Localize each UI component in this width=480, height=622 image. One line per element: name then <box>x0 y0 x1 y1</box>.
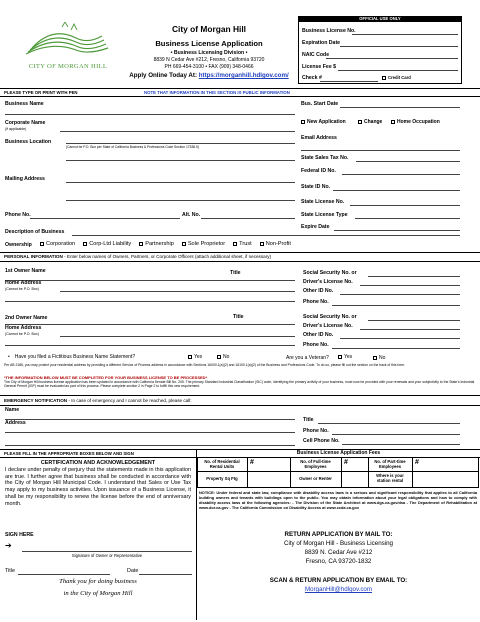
emergency-heading <box>4 398 192 403</box>
home-occupation-label: Home Occupation <box>397 119 440 125</box>
state-id-field[interactable] <box>333 190 460 191</box>
fictitious-no-label: No <box>223 354 230 360</box>
credit-card-checkbox[interactable] <box>382 76 386 80</box>
official-check: Check # <box>302 75 322 81</box>
ownership-option[interactable] <box>182 241 225 247</box>
division-address: 8839 N Cedar Ave #212, Fresno, California 93720 <box>153 57 265 63</box>
email-field[interactable] <box>301 150 460 151</box>
mailing-address-field[interactable] <box>66 182 295 183</box>
owner1-name-field[interactable] <box>5 280 295 281</box>
email-label: Email Address <box>301 135 337 141</box>
business-name-label: Business Name <box>5 101 44 107</box>
emergency-address-label: Address <box>5 420 26 426</box>
sales-tax-field[interactable] <box>356 161 460 162</box>
corporate-name-label: Corporate Name <box>5 120 46 126</box>
public-info-note: NOTE THAT INFORMATION IN THIS SECTION IS PUBLIC INFORMATION <box>144 90 290 95</box>
official-license-no: Business License No. <box>302 28 356 34</box>
division-phone: PH 669-454-3100 • FAX (909) 348-0466 <box>164 64 254 70</box>
ownership-option[interactable] <box>139 241 174 247</box>
state-license-field[interactable] <box>350 205 460 206</box>
description-field[interactable] <box>72 235 460 236</box>
alt-no-field[interactable] <box>201 218 295 219</box>
fictitious-label: Have you filed a Fictitious Business Name Statement? <box>14 354 136 360</box>
home-occupation-checkbox[interactable] <box>391 120 395 124</box>
sign-here-label: SIGN HERE <box>5 532 34 538</box>
return-email-link[interactable]: MorganHill@hdlgov.com <box>304 586 373 593</box>
fictitious-yes-option[interactable] <box>188 354 202 360</box>
station-rental-label: Where is your station rental <box>376 473 404 483</box>
emergency-title-label: Title <box>303 417 314 423</box>
return-mail-title: RETURN APPLICATION BY MAIL TO: <box>284 531 393 538</box>
emergency-cell-field[interactable] <box>342 444 460 445</box>
ownership-option-label: Sole Proprietor <box>187 241 226 247</box>
owner2-name-field[interactable] <box>5 324 295 325</box>
apply-url-link[interactable]: https://morganhill.hdlgov.com/ <box>198 72 289 79</box>
location-note: (Cannot be P.O. Box per State of California Business & Professions Code Section 17538.5) <box>66 145 199 149</box>
state-id-label: State ID No. <box>301 184 331 190</box>
emergency-phone-label: Phone No. <box>303 428 329 434</box>
business-name-field[interactable] <box>5 114 295 115</box>
phone-label: Phone No. <box>5 212 31 218</box>
start-date-label: Bus. Start Date <box>301 101 339 107</box>
residential-units-field[interactable]: # <box>250 459 254 466</box>
state-license-label: State License No. <box>301 199 345 205</box>
new-application-checkbox[interactable] <box>301 120 305 124</box>
certification-text: I declare under penalty of perjury that the statements made in this application are true. I further agree that business shall be conducted in accordance with the City of Morgan Hill Municipal Code. I understand that Sales or Use Tax may apply to my business activities. Upon issuance of a Business License, it shall be my responsibility to renew the license before the end of anniversary month. <box>5 467 191 507</box>
fictitious-yes-checkbox[interactable] <box>188 355 192 359</box>
parttime-field[interactable]: # <box>415 459 419 466</box>
emergency-name-field[interactable] <box>5 419 295 420</box>
residential-units-label: No. of Residential Rental Units <box>204 459 240 469</box>
change-option[interactable] <box>358 119 382 125</box>
bullet: • <box>8 354 10 360</box>
owner1-ssn-label: Social Security No. or <box>303 270 357 276</box>
emergency-name-label: Name <box>5 407 20 413</box>
sb205-note: The City of Morgan Hill business license application has been updated in accordance with California Senate Bill No. 205. The primary Standard Industrial Classification (SIC) code, identifying the primary activity of your business, must now be provided with your renewals and your subjectivity to the State's Industrial General Permit (IGP) must be evaluated as part of this process. Please complete section 2 in Page 2 to fulfill this new requirement. <box>4 380 475 389</box>
return-email-title: SCAN & RETURN APPLICATION BY EMAIL TO: <box>269 577 408 584</box>
thank-you-line1: Thank you for doing business <box>59 578 137 585</box>
new-application-label: New Application <box>307 119 346 125</box>
corporate-name-field[interactable] <box>60 131 295 132</box>
ownership-option-label: Non-Profit <box>265 241 291 247</box>
fulltime-label: No. of Full-time Employees <box>300 459 331 469</box>
expire-date-field[interactable] <box>334 230 460 231</box>
owner1-phone-label: Phone No. <box>303 299 329 305</box>
business-location-label: Business Location <box>5 139 52 145</box>
must-complete-notice: *THE INFORMATION BELOW MUST BE COMPLETED FOR YOUR BUSINESS LICENSE TO BE PROCESSED* <box>4 375 208 380</box>
sales-tax-label: State Sales Tax No. <box>301 155 349 161</box>
owner2-title-label: Title <box>233 314 244 320</box>
federal-id-label: Federal ID No. <box>301 168 336 174</box>
owner1-title-label: Title <box>230 270 241 276</box>
owner1-other-id-label: Other ID No. <box>303 288 334 294</box>
cert-title-field[interactable] <box>18 574 110 575</box>
ownership-label: Ownership <box>5 242 32 248</box>
signature-caption: Signature of Owner or Representative <box>71 553 143 558</box>
fictitious-no-option[interactable] <box>217 354 229 360</box>
ownership-checkbox[interactable] <box>139 242 143 246</box>
change-checkbox[interactable] <box>358 120 362 124</box>
veteran-yes-label: Yes <box>344 354 353 360</box>
disability-notice: NOTICE: Under federal and state law, compliance with disability access laws is a serious and significant responsibility that applies to all California building owners and tenants with buildings open to the public. You may obtain information about your legal obligations and how to comply with disability access laws at the following agencies: - The Division of the State Architect at www.dgs.ca.gov/dsa - The Department of Rehabilitation at www.dor.ca.gov - The California Commission on Disability Access at www.ccda.ca.gov <box>199 490 477 511</box>
credit-card-label: Credit Card <box>388 75 411 80</box>
start-date-field[interactable] <box>340 107 460 108</box>
fictitious-no-checkbox[interactable] <box>217 355 221 359</box>
change-label: Change <box>364 119 383 125</box>
apply-online <box>110 72 308 79</box>
owner2-ssn-label: Social Security No. or <box>303 314 357 320</box>
arrow-icon: ➔ <box>5 541 12 550</box>
ownership-checkbox[interactable] <box>40 242 44 246</box>
ownership-checkbox[interactable] <box>233 242 237 246</box>
veteran-yes-option[interactable] <box>338 354 352 360</box>
sqft-label: Property Sq Ftg <box>206 476 238 481</box>
owner2-dl-label: Driver's License No. <box>303 323 353 329</box>
federal-id-field[interactable] <box>342 174 460 175</box>
fulltime-field[interactable]: # <box>344 459 348 466</box>
credit-card-option[interactable] <box>382 75 411 80</box>
return-line2: 8839 N. Cedar Ave #212 <box>304 549 373 556</box>
state-license-type-field[interactable] <box>355 218 460 219</box>
owner2-home-label: Home Address <box>5 325 42 331</box>
type-or-print-note: PLEASE TYPE OR PRINT WITH PEN <box>4 90 78 95</box>
owner1-no-po-note: (Cannot be P.O. Box) <box>5 287 39 291</box>
emergency-title: EMERGENCY NOTIFICATION <box>4 398 68 403</box>
logo-text: CITY OF MORGAN HILL <box>28 63 108 70</box>
cert-date-field[interactable] <box>139 574 192 575</box>
ownership-option[interactable] <box>260 241 291 247</box>
thank-you-line2: in the City of Morgan Hill <box>63 590 133 597</box>
personal-info-title: PERSONAL INFORMATION <box>4 254 63 259</box>
official-use-title: OFFICIAL USE ONLY <box>298 16 462 22</box>
veteran-no-option[interactable] <box>373 355 385 361</box>
owner1-dl-label: Driver's License No. <box>303 279 353 285</box>
personal-info-instructions: - Enter below names of Owners, Partners, or Corporate Officers (attach additional sheet, if necessary) <box>62 254 272 259</box>
owner2-no-po-note: (Cannot be P.O. Box) <box>5 332 39 336</box>
fill-and-sign-bar: PLEASE FILL IN THE APPROPRIATE BOXES BELOW AND SIGN <box>4 451 134 456</box>
official-use-box <box>298 16 462 84</box>
cert-title-label: Title <box>5 568 15 574</box>
city-logo <box>22 22 114 62</box>
owner-renter-label: Owner or Renter <box>299 476 332 481</box>
state-license-type-label: State License Type <box>301 212 348 218</box>
page-title: Business License Application <box>155 39 263 48</box>
ownership-option[interactable] <box>40 241 75 247</box>
certification-heading: CERTIFICATION AND ACKNOWLEDGEMENT <box>40 460 156 466</box>
fees-bar: Business License Application Fees <box>197 450 480 457</box>
fictitious-yes-label: Yes <box>194 354 203 360</box>
division: • Business Licensing Division • <box>170 50 248 56</box>
ab2186-note: Per AB 2186, you may protect your residential address by providing a different Service of Process address in accordance with Sections 16000.1(a)(2) and 16100.1(a)(2) of the Business and Professions Code. To do so, please fill out the section on the back of this form. <box>4 363 406 367</box>
emergency-instructions: - In case of emergency and I cannot be reached, please call: <box>67 398 192 403</box>
home-occupation-option[interactable] <box>391 119 440 125</box>
veteran-no-label: No <box>379 355 386 361</box>
ownership-checkbox[interactable] <box>182 242 186 246</box>
cert-date-label: Date <box>127 568 139 574</box>
personal-info-heading <box>4 254 271 259</box>
official-expiration: Expiration Date <box>302 40 341 46</box>
veteran-question: Are you a Veteran? <box>286 355 329 361</box>
signature-field[interactable] <box>22 551 192 552</box>
apply-prefix: Apply Online Today At: <box>129 72 199 79</box>
ownership-options <box>40 241 291 247</box>
expire-date-label: Expire Date <box>301 224 330 230</box>
ownership-checkbox[interactable] <box>260 242 264 246</box>
ownership-checkbox[interactable] <box>83 242 87 246</box>
fictitious-question <box>8 354 135 360</box>
ownership-option-label: Trust <box>239 241 252 247</box>
return-line1: City of Morgan Hill - Business Licensing <box>283 540 393 547</box>
ownership-option-label: Partnership <box>145 241 174 247</box>
description-label: Description of Business <box>5 229 65 235</box>
owner2-other-id-label: Other ID No. <box>303 332 334 338</box>
emergency-address-field[interactable] <box>5 432 295 433</box>
owner2-phone-label: Phone No. <box>303 342 329 348</box>
emergency-title-field[interactable] <box>318 423 460 424</box>
new-application-option[interactable] <box>301 119 346 125</box>
official-license-fee: License Fee $ <box>302 64 337 70</box>
ownership-option[interactable] <box>233 241 252 247</box>
emergency-phone-field[interactable] <box>332 434 460 435</box>
return-line3: Fresno, CA 93720-1832 <box>305 558 372 565</box>
veteran-no-checkbox[interactable] <box>373 356 377 360</box>
ownership-option-label: Corporation <box>46 241 76 247</box>
phone-field[interactable] <box>30 218 180 219</box>
emergency-cell-label: Cell Phone No. <box>303 438 340 444</box>
if-applicable-note: (if applicable) <box>5 127 27 131</box>
parttime-label: No. of Part-time Employees <box>374 459 406 469</box>
city-name: City of Morgan Hill <box>172 24 246 34</box>
alt-no-label: Alt. No. <box>182 212 201 218</box>
veteran-yes-checkbox[interactable] <box>338 355 342 359</box>
official-naic: NAIC Code <box>302 52 330 58</box>
owner1-name-label: 1st Owner Name <box>5 268 46 274</box>
ownership-option-label: Corp-Ltd Liability <box>89 241 132 247</box>
owner1-home-label: Home Address <box>5 280 42 286</box>
owner2-name-label: 2nd Owner Name <box>5 315 48 321</box>
ownership-option[interactable] <box>83 241 131 247</box>
business-location-field[interactable] <box>66 143 295 144</box>
mailing-address-label: Mailing Address <box>5 176 45 182</box>
